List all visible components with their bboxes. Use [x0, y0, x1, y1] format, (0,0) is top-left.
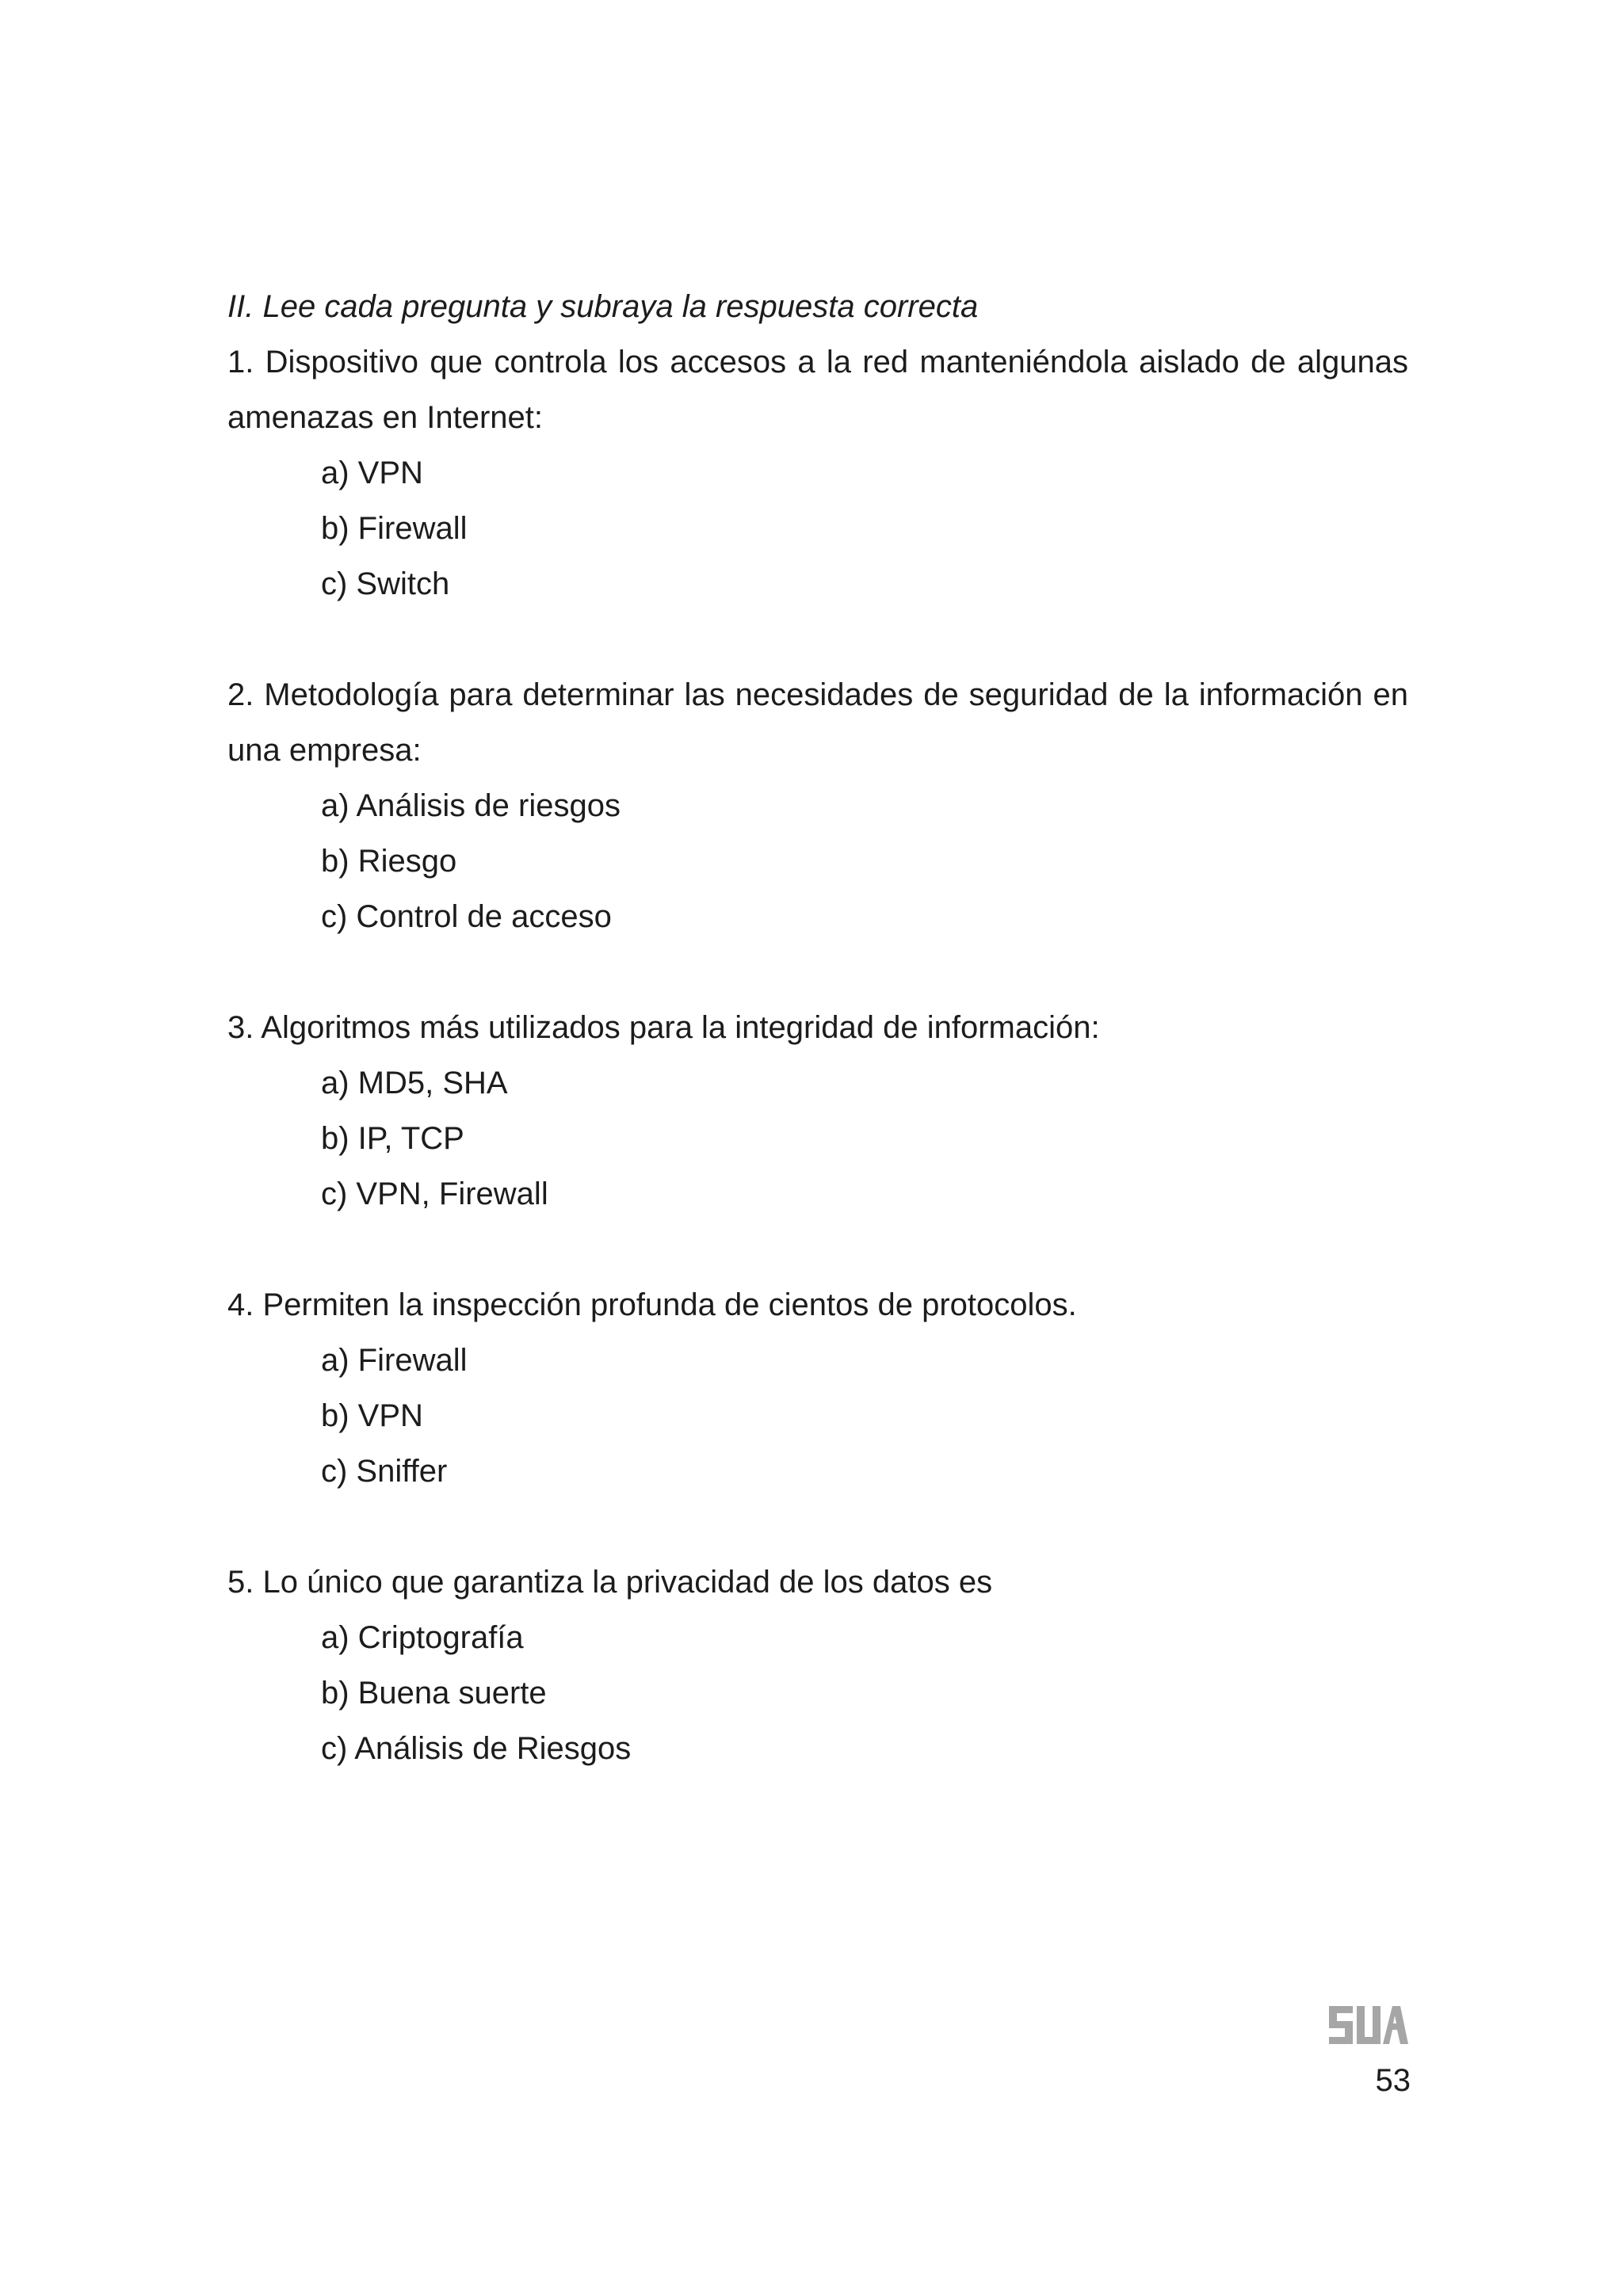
section-instruction: II. Lee cada pregunta y subraya la respuesta correcta: [227, 289, 979, 324]
option-a[interactable]: a) Firewall: [321, 1343, 468, 1378]
option-a[interactable]: a) Criptografía: [321, 1620, 524, 1655]
question-text: 1. Dispositivo que controla los accesos a la red manteniéndola aislado de algunas amenazas en Internet:: [227, 345, 1408, 435]
sua-logo: [1329, 2006, 1408, 2044]
answer-options: [227, 778, 1416, 944]
option-c[interactable]: c) Sniffer: [321, 1454, 448, 1489]
question-text: 5. Lo único que garantiza la privacidad de los datos es: [227, 1565, 993, 1600]
question-1: [227, 334, 1416, 612]
option-c[interactable]: c) Análisis de Riesgos: [321, 1731, 632, 1766]
question-2: [227, 667, 1416, 944]
option-b[interactable]: b) Firewall: [321, 511, 468, 546]
sua-logo-shapes: [1329, 2006, 1408, 2044]
option-c[interactable]: c) VPN, Firewall: [321, 1177, 548, 1211]
option-a[interactable]: a) MD5, SHA: [321, 1066, 508, 1100]
option-c[interactable]: c) Control de acceso: [321, 899, 612, 934]
question-5: [227, 1554, 1416, 1776]
question-4: [227, 1277, 1416, 1499]
option-c[interactable]: c) Switch: [321, 566, 450, 601]
answer-options: [227, 1610, 1416, 1776]
answer-options: [227, 1055, 1416, 1222]
option-a[interactable]: a) Análisis de riesgos: [321, 788, 621, 823]
option-b[interactable]: b) VPN: [321, 1398, 423, 1433]
question-text: 4. Permiten la inspección profunda de cientos de protocolos.: [227, 1287, 1077, 1322]
question-text: 3. Algoritmos más utilizados para la integridad de información:: [227, 1010, 1100, 1045]
option-a[interactable]: a) VPN: [321, 456, 423, 490]
question-text: 2. Metodología para determinar las necesidades de seguridad de la información en una empresa:: [227, 677, 1408, 768]
option-b[interactable]: b) Buena suerte: [321, 1676, 547, 1711]
answer-options: [227, 445, 1416, 612]
question-3: [227, 1000, 1416, 1222]
option-b[interactable]: b) IP, TCP: [321, 1121, 464, 1156]
page-content: [227, 279, 1416, 1776]
page-number: 53: [1375, 2063, 1411, 2098]
answer-options: [227, 1333, 1416, 1499]
option-b[interactable]: b) Riesgo: [321, 844, 457, 879]
